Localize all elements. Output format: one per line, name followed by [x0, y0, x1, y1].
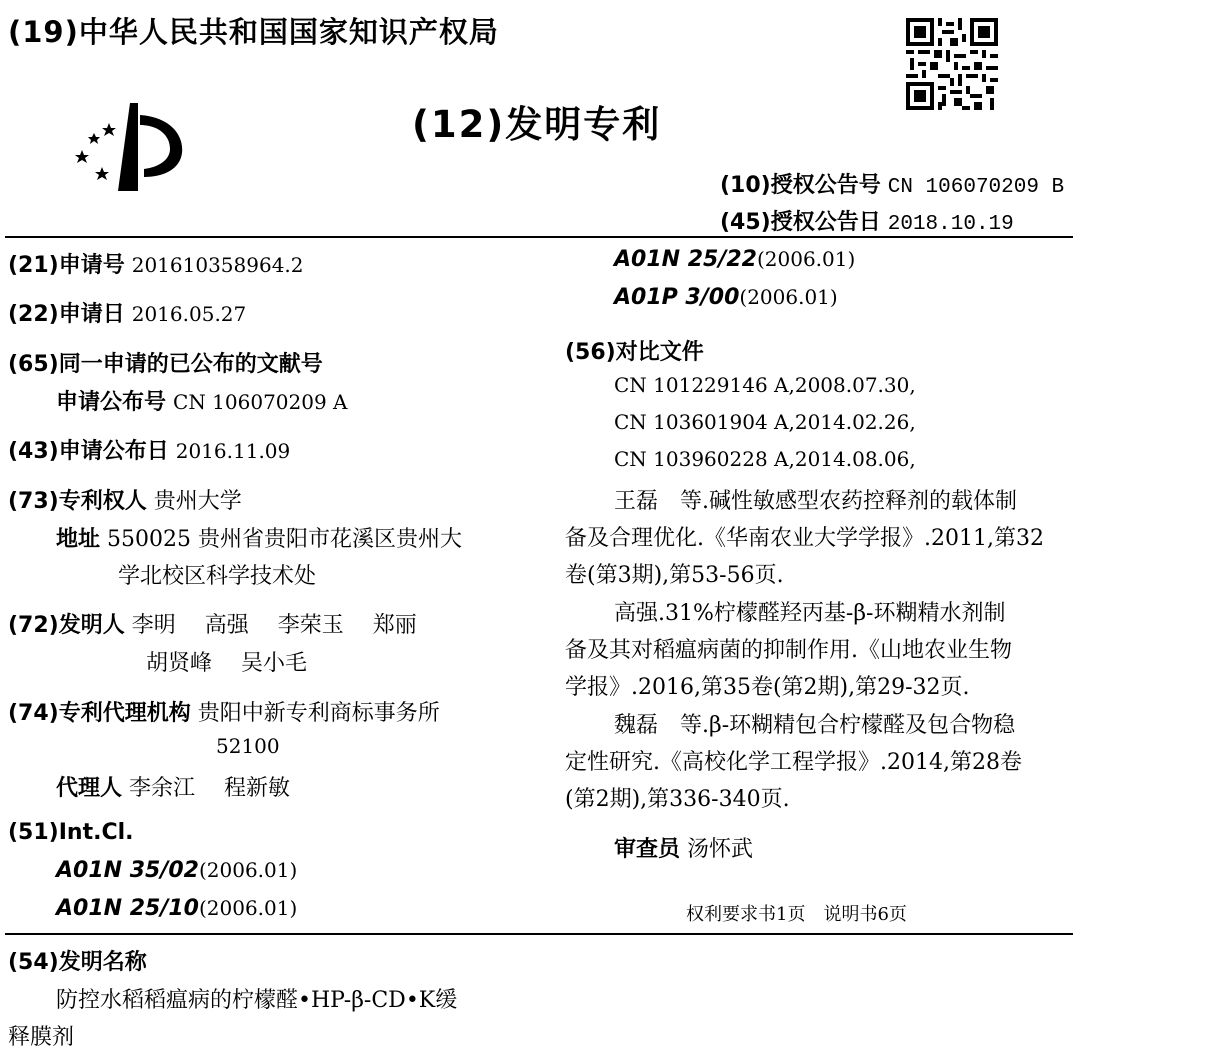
publication-number-value: CN 106070209 A	[173, 390, 348, 414]
cited-literature-line: 魏磊 等.β-环糊精包合柠檬醛及包合物稳	[614, 713, 1016, 738]
intcl-code: A01N 25/10	[56, 896, 199, 921]
intcl-entry	[56, 896, 297, 921]
application-number	[8, 248, 304, 279]
agent-label: 代理人	[56, 776, 123, 801]
footer-divider	[5, 933, 1073, 935]
application-date-value: 2016.05.27	[131, 302, 247, 326]
application-number-label: (21)申请号	[8, 253, 125, 278]
grant-pub-date-label: (45)授权公告日	[720, 210, 881, 235]
intcl-code: A01P 3/00	[614, 285, 740, 310]
application-number-value: 201610358964.2	[131, 253, 304, 277]
agent-value: 李余江 程新敏	[129, 776, 291, 801]
patent-agency-code: 52100	[216, 734, 280, 758]
intcl-code: A01N 25/22	[614, 247, 757, 272]
cited-patent: CN 103960228 A,2014.08.06,	[614, 447, 916, 471]
examiner-value: 汤怀武	[687, 837, 754, 862]
patentee-value: 贵州大学	[153, 489, 242, 514]
cited-patent: CN 103601904 A,2014.02.26,	[614, 410, 916, 434]
cited-patent: CN 101229146 A,2008.07.30,	[614, 373, 916, 397]
grant-pub-date	[720, 205, 1014, 236]
cited-literature-line: 备及合理优化.《华南农业大学学报》.2011,第32	[565, 526, 1044, 551]
application-date-label: (22)申请日	[8, 302, 125, 327]
grant-pub-number	[720, 168, 1064, 199]
publication-date	[8, 434, 290, 465]
publication-number	[56, 385, 348, 416]
cited-literature-line: 卷(第3期),第53-56页.	[565, 563, 784, 588]
address-line-1: 550025 贵州省贵阳市花溪区贵州大	[107, 527, 462, 552]
cited-literature-line: 备及其对稻瘟病菌的抑制作用.《山地农业生物	[565, 638, 1012, 663]
prior-publication-label: (65)同一申请的已公布的文献号	[8, 352, 323, 377]
intcl-code: A01N 35/02	[56, 858, 199, 883]
publication-date-value: 2016.11.09	[175, 439, 291, 463]
publication-number-label: 申请公布号	[56, 390, 167, 415]
patentee-label: (73)专利权人	[8, 489, 147, 514]
intcl-label: (51)Int.Cl.	[8, 820, 134, 845]
issuing-office: (19)中华人民共和国国家知识产权局	[8, 15, 499, 49]
cited-literature-line: (第2期),第336-340页.	[565, 787, 790, 812]
patent-agency-label: (74)专利代理机构	[8, 701, 191, 726]
header-divider	[5, 236, 1073, 238]
address	[56, 522, 462, 553]
cited-literature-line: 高强.31%柠檬醛羟丙基-β-环糊精水剂制	[614, 601, 1006, 626]
inventors	[8, 608, 417, 639]
intcl-version: (2006.01)	[198, 896, 298, 920]
intcl-entry	[614, 247, 855, 272]
patent-agency-line-1: 贵阳中新专利商标事务所	[197, 701, 440, 726]
patent-agency	[8, 696, 440, 727]
publication-date-label: (43)申请公布日	[8, 439, 169, 464]
intcl-entry	[56, 858, 297, 883]
cited-literature-line: 定性研究.《高校化学工程学报》.2014,第28卷	[565, 750, 1022, 775]
invention-title-line-2: 释膜剂	[8, 1025, 75, 1050]
qr-code-icon	[906, 18, 998, 110]
cnipa-logo	[72, 95, 202, 195]
invention-title-line-1: 防控水稻稻瘟病的柠檬醛•HP-β-CD•K缓	[56, 988, 458, 1013]
page-count: 权利要求书1页 说明书6页	[686, 904, 907, 925]
agent	[56, 771, 290, 802]
address-label: 地址	[56, 527, 101, 552]
intcl-version: (2006.01)	[739, 285, 838, 309]
invention-title-label: (54)发明名称	[8, 950, 147, 975]
grant-pub-date-value: 2018.10.19	[887, 213, 1014, 236]
intcl-version: (2006.01)	[198, 858, 298, 882]
examiner-label: 审查员	[614, 837, 681, 862]
grant-pub-number-value: CN 106070209 B	[887, 176, 1065, 199]
inventors-label: (72)发明人	[8, 613, 125, 638]
address-line-2: 学北校区科学技术处	[118, 564, 317, 589]
examiner	[614, 832, 753, 863]
cited-documents-label: (56)对比文件	[565, 340, 704, 365]
patentee	[8, 484, 242, 515]
inventors-line-2: 胡贤峰 吴小毛	[146, 651, 307, 676]
document-kind: (12)发明专利	[412, 103, 662, 146]
cited-literature-line: 学报》.2016,第35卷(第2期),第29-32页.	[565, 675, 970, 700]
application-date	[8, 297, 246, 328]
intcl-entry	[614, 285, 838, 310]
inventors-line-1: 李明 高强 李荣玉 郑丽	[131, 613, 417, 638]
grant-pub-number-label: (10)授权公告号	[720, 173, 881, 198]
intcl-version: (2006.01)	[756, 247, 856, 271]
cited-literature-line: 王磊 等.碱性敏感型农药控释剂的载体制	[614, 489, 1017, 514]
